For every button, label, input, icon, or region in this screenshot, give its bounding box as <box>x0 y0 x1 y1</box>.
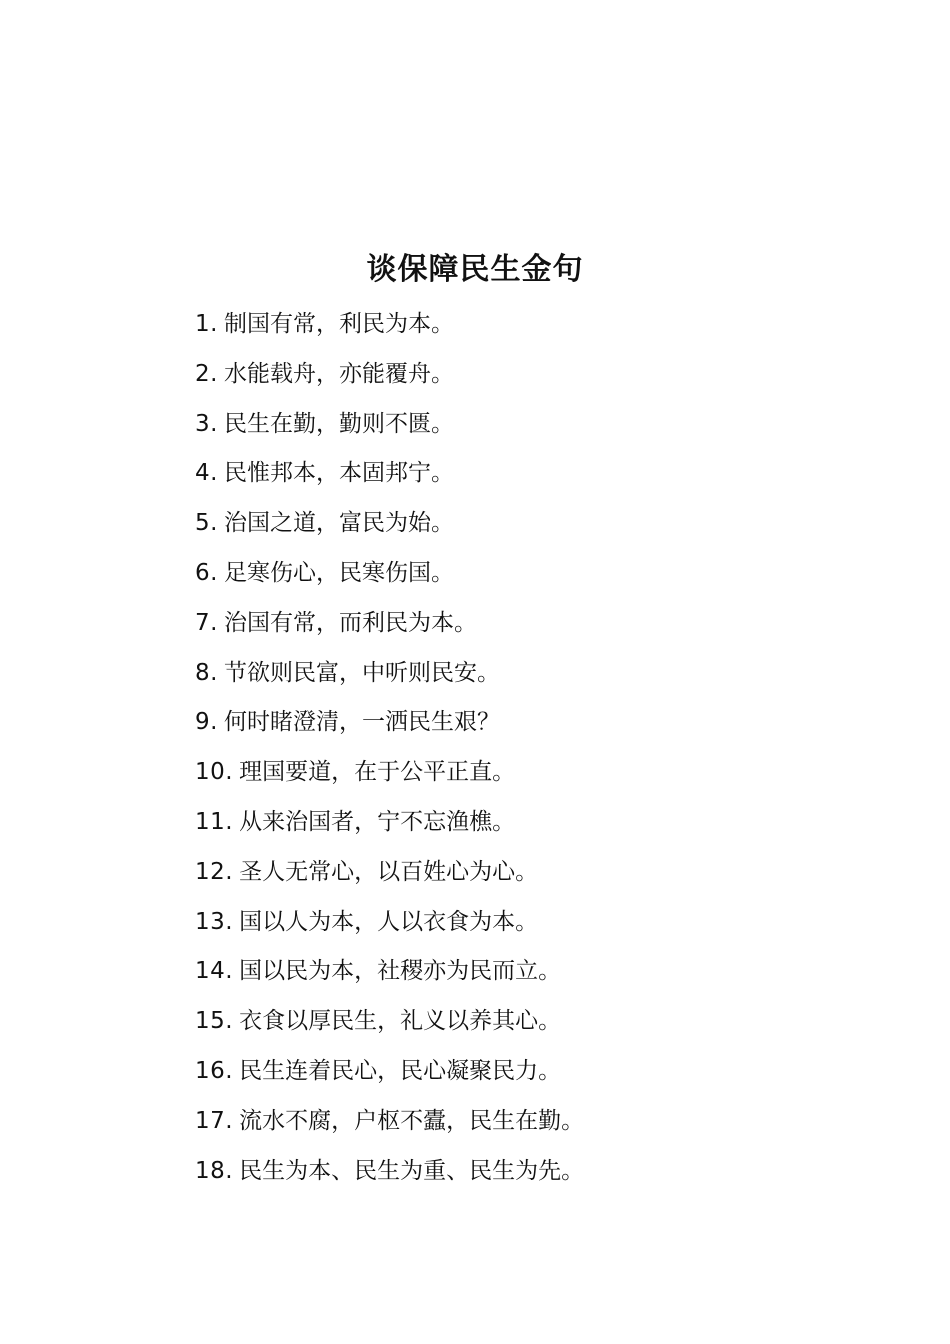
quote-text: 民生为本、民生为重、民生为先。 <box>239 1157 585 1184</box>
quote-number: 6. <box>195 559 218 586</box>
quote-item <box>195 947 915 997</box>
quote-item <box>195 997 915 1047</box>
quote-number: 2. <box>195 360 218 387</box>
quote-number: 4. <box>195 460 218 487</box>
quote-number: 12. <box>195 858 234 885</box>
quote-item <box>195 1147 915 1197</box>
quote-item <box>195 1047 915 1097</box>
quote-text: 民生连着民心，民心凝聚民力。 <box>239 1057 562 1084</box>
quote-number: 11. <box>195 808 234 835</box>
quote-text: 民惟邦本，本固邦宁。 <box>223 460 454 487</box>
document-title: 谈保障民生金句 <box>366 252 584 288</box>
quote-text: 理国要道，在于公平正直。 <box>239 759 516 786</box>
quote-text: 水能载舟，亦能覆舟。 <box>223 360 454 387</box>
quote-item <box>195 848 915 898</box>
quote-number: 7. <box>195 609 218 636</box>
quote-item <box>195 898 915 948</box>
quote-item <box>195 549 915 599</box>
quote-item <box>195 599 915 649</box>
quote-number: 13. <box>195 908 234 935</box>
quote-text: 国以民为本，社稷亦为民而立。 <box>239 958 562 985</box>
quote-item <box>195 698 915 748</box>
quote-number: 10. <box>195 759 234 786</box>
quote-number: 16. <box>195 1057 234 1084</box>
quote-item <box>195 1097 915 1147</box>
quote-number: 15. <box>195 1008 234 1035</box>
quote-item <box>195 400 915 450</box>
quote-number: 18. <box>195 1157 234 1184</box>
quote-text: 从来治国者，宁不忘渔樵。 <box>239 808 516 835</box>
quote-text: 国以人为本，人以衣食为本。 <box>239 908 539 935</box>
quote-text: 流水不腐，户枢不蠹，民生在勤。 <box>239 1107 585 1134</box>
quote-text: 民生在勤，勤则不匮。 <box>223 410 454 437</box>
quote-text: 圣人无常心，以百姓心为心。 <box>239 858 539 885</box>
quote-item <box>195 499 915 549</box>
quote-text: 足寒伤心，民寒伤国。 <box>223 559 454 586</box>
quote-number: 3. <box>195 410 218 437</box>
quote-text: 节欲则民富，中听则民安。 <box>223 659 500 686</box>
quote-list <box>195 300 915 1196</box>
quote-number: 5. <box>195 510 218 537</box>
quote-number: 8. <box>195 659 218 686</box>
quote-text: 治国之道，富民为始。 <box>223 510 454 537</box>
quote-text: 治国有常，而利民为本。 <box>223 609 477 636</box>
quote-number: 17. <box>195 1107 234 1134</box>
quote-item <box>195 350 915 400</box>
quote-text: 制国有常，利民为本。 <box>223 311 454 337</box>
quote-number: 9. <box>195 709 218 736</box>
quote-number: 1. <box>195 311 218 337</box>
quote-item <box>195 798 915 848</box>
quote-text: 何时睹澄清，一洒民生艰？ <box>223 709 500 736</box>
quote-item <box>195 649 915 699</box>
quote-item <box>195 300 915 350</box>
quote-item <box>195 748 915 798</box>
quote-item <box>195 449 915 499</box>
quote-text: 衣食以厚民生，礼义以养其心。 <box>239 1008 562 1035</box>
quote-number: 14. <box>195 958 234 985</box>
